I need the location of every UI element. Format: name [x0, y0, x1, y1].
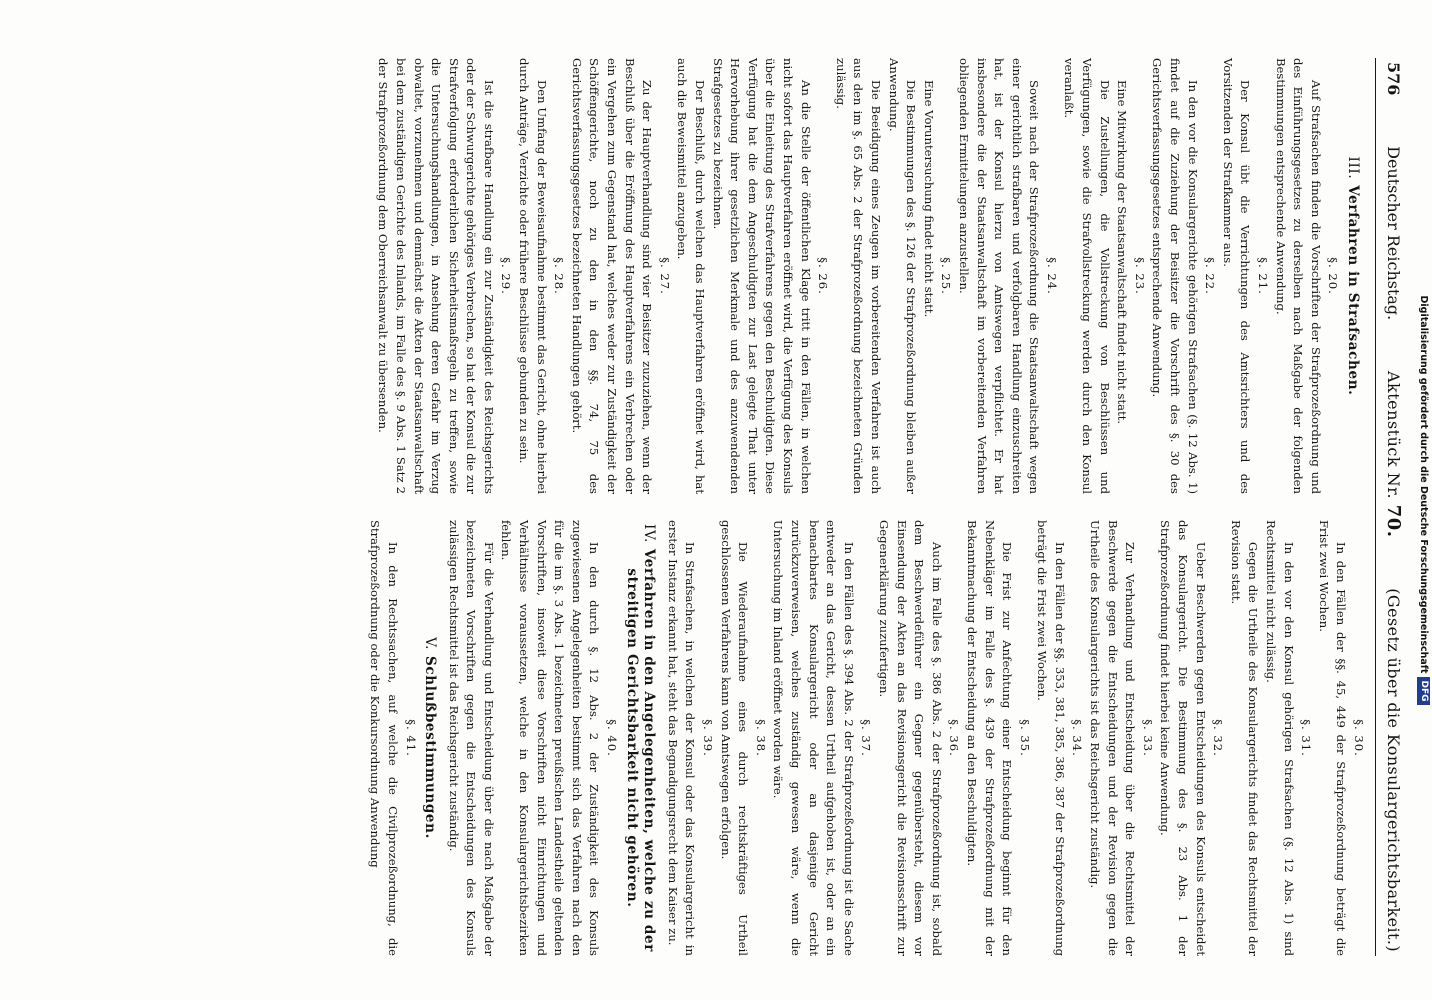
text-column-left [366, 58, 1367, 494]
paragraph: In den vor den Konsul gehörigen Strafsachen (§. 12 Abs. 1) sind Rechtsmittel nicht zulässig. [1264, 520, 1296, 956]
section-number: §. 33. [1140, 719, 1155, 757]
paragraph: Den Umfang der Beweisaufnahme bestimmt das Gericht, ohne hierbei durch Anträge, Verzichte oder frühere Beschlüsse gebunden zu sein. [517, 58, 549, 494]
section-number: §. 37. [859, 719, 874, 757]
paragraph: Soweit nach der Strafprozeßordnung die Staatsanwaltschaft wegen einer gerichtlich strafbaren und verfolgbaren Handlung einzuschreiten hat, ist der Konsul hierzu von Amtswegen verpflichtet. Er hat insbesondere die der Staatsanwaltschaft im vorbereitenden Verfahren obliegenden Ermittelungen anzustellen. [956, 58, 1042, 494]
paragraph: Die Bestimmungen des §. 126 der Strafprozeßordnung bleiben außer Anwendung. [886, 58, 919, 494]
law-title: (Gesetz über die Konsulargerichtsbarkeit.) [1384, 588, 1403, 952]
paragraph: Zu der Hauptverhandlung sind vier Beisitzer zuzuziehen, wenn der Beschluß über die Eröffnung des Hauptverfahrens ein Verbrechen oder ein Vergehen zum Gegenstand hat, welches weder zur Zuständigkeit der Schöffengerichte, noch zu den in den §§. 74, 75 des Gerichtsverfassungsgesetzes bezeichneten Handlungen gehört. [569, 58, 655, 494]
section-number: §. 21. [1256, 257, 1271, 295]
digitization-credit [1416, 0, 1432, 1000]
paragraph: Der Beschluß, durch welchen das Hauptverfahren eröffnet wird, hat auch die Beweismittel anzugeben. [675, 58, 708, 494]
chapter-heading [622, 520, 657, 956]
chapter-number: IV. [641, 524, 658, 543]
section-number: §. 38. [753, 719, 768, 757]
chapter-heading [1343, 58, 1361, 494]
section-number: §. 30. [1352, 719, 1366, 757]
section-number: §. 29. [499, 257, 514, 295]
section-number: §. 20. [1326, 257, 1341, 295]
running-header [1378, 58, 1408, 956]
paragraph: In den durch §. 12 Abs. 2 der Zuständigkeit des Konsuls zugewiesenen Angelegenheiten bestimmt sich das Verfahren nach den für die im §. 3 Abs. 1 bezeichneten preußischen Landestheile geltenden Vorschriften, insoweit diese Vorschriften nicht Einrichtungen und Verhältnisse voraussetzen, welche in den Konsulargerichtsbezirken fehlen. [499, 520, 602, 956]
paragraph: Ueber Beschwerden gegen Entscheidungen des Konsuls entscheidet das Konsulargericht. Die Bestimmung des §. 23 Abs. 1 der Strafprozeßordnung findet hierbei keine Anwendung. [1158, 520, 1208, 956]
section-number: §. 31. [1299, 719, 1314, 757]
section-number: §. 41. [403, 719, 418, 757]
paragraph: An die Stelle der öffentlichen Klage tritt in den Fällen, in welchen nicht sofort das Hauptverfahren eröffnet wird, die Verfügung des Konsuls über die Einleitung des Strafverfahrens gegen den Beschuldigten. Diese Verfügung hat die dem Angeschuldigten zur Last gelegte That unter Hervorhebung ihrer gesetzlichen Merkmale und des anzuwendenden Strafgesetzes zu bezeichnen. [710, 58, 813, 494]
paragraph: In den Rechtssachen, auf welche die Civilprozeßordnung, die Strafprozeßordnung oder die Konkursordnung Anwendung [368, 520, 400, 956]
paragraph: Die Wiederaufnahme eines durch rechtskräftiges Urtheil geschlossenen Verfahrens kann von Amtswegen erfolgen. [718, 520, 751, 956]
credit-text: Digitalisierung gefördert durch die Deutsche Forschungsgemeinschaft [1418, 295, 1430, 674]
paragraph: Für die Verhandlung und Entscheidung über die nach Maßgabe der bezeichneten Vorschriften gegen die Entscheidungen des Konsuls zulässigen Rechtsmittel ist das Reichsgericht zuständig. [446, 520, 496, 956]
paragraph: In den vor die Konsulargerichte gehörigen Strafsachen (§. 12 Abs. 1) findet auf die Zuziehung der Beisitzer die Vorschrift des §. 30 des Gerichtsverfassungsgesetzes entsprechende Anwendung. [1150, 58, 1200, 494]
text-body [366, 58, 1367, 956]
paragraph: Die Zustellungen, die Vollstreckung von Beschlüssen und Verfügungen, sowie die Strafvollstreckung werden durch den Konsul veranlaßt. [1062, 58, 1112, 494]
paragraph: Auf Strafsachen finden die Vorschriften der Strafprozeßordnung und des Einführungsgesetzes zu derselben nach Maßgabe der folgenden Bestimmungen entsprechende Anwendung. [1273, 58, 1323, 494]
section-number: §. 32. [1211, 719, 1226, 757]
paragraph: Eine Voruntersuchung findet nicht statt. [921, 80, 936, 318]
section-number: §. 34. [1070, 719, 1085, 757]
section-number: §. 23. [1132, 257, 1147, 295]
chapter-heading [421, 520, 439, 956]
chapter-number: III. [1345, 156, 1361, 180]
section-number: §. 25. [939, 257, 954, 295]
publication-name: Deutscher Reichstag. [1384, 146, 1403, 321]
document-label: Aktenstück Nr. [1384, 371, 1403, 500]
paragraph: In den Fällen der §§. 353, 381, 385, 386, 387 der Strafprozeßordnung beträgt die Frist zwei Wochen. [1035, 520, 1067, 956]
paragraph: In den Fällen der §§. 45, 449 der Strafprozeßordnung beträgt die Frist zwei Wochen. [1316, 520, 1349, 956]
document-reference [1378, 371, 1408, 538]
paragraph: Ist die strafbare Handlung ein zur Zuständigkeit des Reichsgerichts oder der Schwurgerichte gehöriges Verbrechen, so hat der Konsul die zur Strafverfolgung erforderlichen Sicherheitsmaßregeln zu treffen, sowie die Untersuchungshandlungen, in Ansehung deren Gefahr im Verzug obwaltet, vorzunehmen und demnächst die Akten der Staatsanwaltschaft bei dem zuständigen Gerichte des Inlands, im Falle des §. 9 Abs. 1 Satz 2 der Strafprozeßordnung dem Oberreichsanwalt zu übersenden. [376, 58, 496, 494]
paragraph: In Strafsachen, in welchen der Konsul oder das Konsulargericht in erster Instanz erkannt hat, steht das Begnadigungsrecht dem Kaiser zu. [665, 520, 698, 956]
chapter-title: Schlußbestimmungen. [422, 656, 439, 839]
dfg-logo: DFG [1418, 677, 1431, 704]
section-number: §. 39. [701, 719, 716, 757]
chapter-title: Verfahren in Strafsachen. [1345, 185, 1361, 396]
paragraph: Gegen die Urtheile des Konsulargerichts findet das Rechtsmittel der Revision statt. [1228, 520, 1261, 956]
text-column-right [366, 520, 1367, 956]
section-number: §. 35. [1017, 719, 1032, 757]
chapter-title: Verfahren in den Angelegenheiten, welche zu der streitigen Gerichtsbarkeit nicht gehören. [623, 548, 658, 952]
document-number: 70. [1383, 504, 1404, 538]
section-number: §. 22. [1203, 257, 1218, 295]
section-number: §. 28. [552, 257, 567, 295]
paragraph: Zur Verhandlung und Entscheidung über die Rechtsmittel der Beschwerde gegen die Entscheidungen und der Revision gegen die Urtheile des Konsulargerichts ist das Reichsgericht zuständig. [1088, 520, 1138, 956]
paragraph: Die Beeidigung eines Zeugen im vorbereitenden Verfahren ist auch aus den im §. 65 Abs. 2 der Strafprozeßordnung bezeichneten Gründen zulässig. [833, 58, 883, 494]
paragraph: Eine Mitwirkung der Staatsanwaltschaft findet nicht statt. [1115, 80, 1130, 425]
section-number: §. 36. [947, 719, 962, 757]
paragraph: Die Frist zur Anfechtung einer Entscheidung beginnt für den Nebenkläger im Falle des §. 439 der Strafprozeßordnung mit der Bekanntmachung der Entscheidung an den Beschuldigten. [964, 520, 1015, 956]
page-number: 576 [1384, 62, 1403, 96]
section-number: §. 24. [1044, 257, 1059, 295]
section-number: §. 40. [605, 719, 620, 757]
header-rule [1375, 58, 1376, 956]
chapter-number: V. [422, 637, 439, 650]
section-number: §. 27. [657, 257, 672, 295]
section-number: §. 26. [816, 257, 831, 295]
paragraph: Der Konsul übt die Verrichtungen des Amtsrichters und des Vorsitzenden der Strafkammer aus. [1220, 58, 1253, 494]
paragraph: In den Fällen des §. 394 Abs. 2 der Strafprozeßordnung ist die Sache entweder an das Gericht, dessen Urtheil aufgehoben ist, oder an ein benachbartes Konsulargericht oder an dasjenige Gericht zurückzuverweisen, welches zuständig gewesen wäre, wenn die Untersuchung im Inland eröffnet worden wäre. [771, 520, 856, 956]
paragraph: Auch im Falle des §. 386 Abs. 2 der Strafprozeßordnung ist, sobald dem Beschwerdeführer ein Gegner gegenübersteht, diesem vor Einsendung der Akten an das Revisionsgericht die Revisionsschrift zur Gegenerklärung zuzufertigen. [876, 520, 944, 956]
